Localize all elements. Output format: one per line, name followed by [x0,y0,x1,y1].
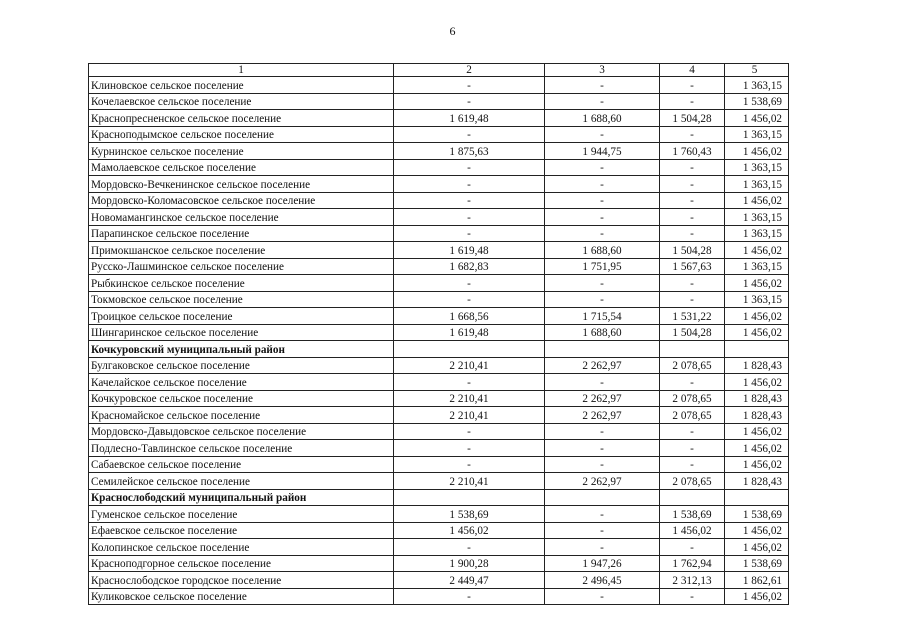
value-cell-col5: 1 538,69 [725,555,789,572]
value-cell-col3: - [545,539,660,556]
value-cell-col5: 1 363,15 [725,291,789,308]
value-cell-col4: 1 504,28 [660,242,725,259]
table-row [89,126,789,143]
value-cell-col5: 1 363,15 [725,176,789,193]
table-row [89,357,789,374]
district-name-cell: Кочкуровский муниципальный район [89,341,394,358]
value-cell-col2: - [394,291,545,308]
settlement-name-cell: Новомамангинское сельское поселение [89,209,394,226]
table-row [89,506,789,523]
settlement-name-cell: Ефаевское сельское поселение [89,522,394,539]
value-cell-col2 [394,341,545,358]
value-cell-col2: 2 210,41 [394,357,545,374]
column-header: 3 [545,64,660,77]
value-cell-col3: 2 496,45 [545,572,660,589]
value-cell-col4: 2 078,65 [660,473,725,490]
settlement-name-cell: Куликовское сельское поселение [89,588,394,605]
value-cell-col4: - [660,374,725,391]
value-cell-col5: 1 828,43 [725,407,789,424]
settlement-name-cell: Краснослободское городское поселение [89,572,394,589]
district-heading-row [89,489,789,506]
value-cell-col4: 2 078,65 [660,390,725,407]
value-cell-col3: - [545,440,660,457]
value-cell-col4: - [660,440,725,457]
settlement-name-cell: Клиновское сельское поселение [89,77,394,94]
table-row [89,456,789,473]
settlement-name-cell: Мордовско-Давыдовское сельское поселение [89,423,394,440]
value-cell-col2: 1 668,56 [394,308,545,325]
value-cell-col3: 1 947,26 [545,555,660,572]
table-row [89,275,789,292]
value-cell-col5: 1 456,02 [725,588,789,605]
value-cell-col2: - [394,176,545,193]
value-cell-col2: 1 900,28 [394,555,545,572]
value-cell-col4: - [660,159,725,176]
value-cell-col3: - [545,126,660,143]
value-cell-col4: 2 078,65 [660,407,725,424]
table-row [89,176,789,193]
value-cell-col3: 1 688,60 [545,110,660,127]
value-cell-col5: 1 828,43 [725,357,789,374]
settlement-name-cell: Качелайское сельское поселение [89,374,394,391]
settlement-name-cell: Сабаевское сельское поселение [89,456,394,473]
value-cell-col2: 2 210,41 [394,473,545,490]
value-cell-col3: - [545,522,660,539]
value-cell-col5: 1 363,15 [725,258,789,275]
value-cell-col5: 1 828,43 [725,473,789,490]
value-cell-col4: 1 531,22 [660,308,725,325]
value-cell-col2: 1 875,63 [394,143,545,160]
value-cell-col3: - [545,159,660,176]
value-cell-col5: 1 363,15 [725,209,789,226]
value-cell-col3: 2 262,97 [545,407,660,424]
table-row [89,308,789,325]
value-cell-col5: 1 363,15 [725,225,789,242]
value-cell-col4 [660,341,725,358]
value-cell-col5: 1 456,02 [725,522,789,539]
value-cell-col4: - [660,93,725,110]
value-cell-col3: - [545,176,660,193]
value-cell-col4: - [660,588,725,605]
settlement-name-cell: Колопинское сельское поселение [89,539,394,556]
column-header: 2 [394,64,545,77]
value-cell-col4: 1 504,28 [660,110,725,127]
value-cell-col2: - [394,423,545,440]
table-row [89,143,789,160]
value-cell-col3 [545,489,660,506]
table-row [89,110,789,127]
value-cell-col2: 1 619,48 [394,242,545,259]
value-cell-col3: 1 751,95 [545,258,660,275]
value-cell-col5: 1 456,02 [725,275,789,292]
value-cell-col5: 1 456,02 [725,456,789,473]
table-row [89,324,789,341]
table-row [89,407,789,424]
settlement-name-cell: Парапинское сельское поселение [89,225,394,242]
value-cell-col2: - [394,159,545,176]
value-cell-col5: 1 456,02 [725,242,789,259]
table-row [89,555,789,572]
value-cell-col5: 1 363,15 [725,126,789,143]
settlement-name-cell: Мамолаевское сельское поселение [89,159,394,176]
value-cell-col2: 1 456,02 [394,522,545,539]
value-cell-col4: - [660,291,725,308]
value-cell-col3: - [545,291,660,308]
value-cell-col2: - [394,209,545,226]
value-cell-col3: - [545,588,660,605]
value-cell-col5: 1 862,61 [725,572,789,589]
value-cell-col5: 1 456,02 [725,423,789,440]
value-cell-col3: 1 688,60 [545,324,660,341]
value-cell-col2: - [394,588,545,605]
value-cell-col2: 2 210,41 [394,407,545,424]
value-cell-col5: 1 456,02 [725,143,789,160]
value-cell-col3: - [545,374,660,391]
table-row [89,291,789,308]
value-cell-col5: 1 456,02 [725,539,789,556]
settlement-name-cell: Подлесно-Тавлинское сельское поселение [89,440,394,457]
value-cell-col2: - [394,456,545,473]
value-cell-col4: 1 762,94 [660,555,725,572]
value-cell-col2: - [394,374,545,391]
table-row [89,374,789,391]
settlement-name-cell: Токмовское сельское поселение [89,291,394,308]
value-cell-col3: - [545,423,660,440]
page-number: 6 [449,24,456,38]
table-row [89,258,789,275]
value-cell-col2: 2 210,41 [394,390,545,407]
value-cell-col3: - [545,225,660,242]
table-row [89,225,789,242]
value-cell-col4: - [660,423,725,440]
table-row [89,192,789,209]
value-cell-col2: 1 619,48 [394,110,545,127]
table-row [89,209,789,226]
value-cell-col3: 1 715,54 [545,308,660,325]
value-cell-col5: 1 456,02 [725,324,789,341]
value-cell-col2: - [394,440,545,457]
value-cell-col5 [725,489,789,506]
settlement-name-cell: Красноподымское сельское поселение [89,126,394,143]
value-cell-col2: - [394,225,545,242]
value-cell-col2: - [394,192,545,209]
settlement-name-cell: Булгаковское сельское поселение [89,357,394,374]
value-cell-col3: - [545,275,660,292]
settlement-name-cell: Кочкуровское сельское поселение [89,390,394,407]
settlement-name-cell: Семилейское сельское поселение [89,473,394,490]
value-cell-col2: - [394,275,545,292]
value-cell-col5: 1 456,02 [725,440,789,457]
value-cell-col2: - [394,539,545,556]
value-cell-col5: 1 363,15 [725,77,789,94]
value-cell-col4: - [660,77,725,94]
value-cell-col3: 2 262,97 [545,473,660,490]
value-cell-col4: - [660,275,725,292]
settlement-name-cell: Русско-Лашминское сельское поселение [89,258,394,275]
value-cell-col2: 2 449,47 [394,572,545,589]
settlement-name-cell: Шингаринское сельское поселение [89,324,394,341]
value-cell-col5: 1 456,02 [725,192,789,209]
value-cell-col5: 1 538,69 [725,93,789,110]
value-cell-col5: 1 456,02 [725,110,789,127]
settlement-name-cell: Курнинское сельское поселение [89,143,394,160]
table-row [89,93,789,110]
value-cell-col2: 1 538,69 [394,506,545,523]
column-header: 4 [660,64,725,77]
value-cell-col5: 1 363,15 [725,159,789,176]
settlement-name-cell: Гуменское сельское поселение [89,506,394,523]
tariff-table [88,63,789,605]
column-header: 5 [725,64,789,77]
table-row [89,539,789,556]
settlement-name-cell: Мордовско-Коломасовское сельское поселение [89,192,394,209]
value-cell-col3: - [545,192,660,209]
value-cell-col2: - [394,126,545,143]
value-cell-col3: 2 262,97 [545,390,660,407]
table-row [89,473,789,490]
value-cell-col4: 1 567,63 [660,258,725,275]
settlement-name-cell: Кочелаевское сельское поселение [89,93,394,110]
value-cell-col4: - [660,225,725,242]
value-cell-col4: 1 456,02 [660,522,725,539]
value-cell-col2: 1 619,48 [394,324,545,341]
column-header: 1 [89,64,394,77]
value-cell-col4: 1 760,43 [660,143,725,160]
value-cell-col4: - [660,126,725,143]
value-cell-col2: - [394,77,545,94]
table-row [89,572,789,589]
value-cell-col3 [545,341,660,358]
table-row [89,77,789,94]
value-cell-col5 [725,341,789,358]
value-cell-col3: - [545,77,660,94]
settlement-name-cell: Красноподгорное сельское поселение [89,555,394,572]
table-row [89,440,789,457]
settlement-name-cell: Примокшанское сельское поселение [89,242,394,259]
settlement-name-cell: Краснопресненское сельское поселение [89,110,394,127]
value-cell-col4: - [660,209,725,226]
table-row [89,159,789,176]
district-name-cell: Краснослободский муниципальный район [89,489,394,506]
value-cell-col3: - [545,506,660,523]
table-row [89,242,789,259]
value-cell-col2 [394,489,545,506]
value-cell-col4: - [660,176,725,193]
value-cell-col4: - [660,192,725,209]
table-header-row [89,64,789,77]
table-row [89,522,789,539]
district-heading-row [89,341,789,358]
table-row [89,423,789,440]
value-cell-col5: 1 456,02 [725,374,789,391]
value-cell-col3: - [545,209,660,226]
value-cell-col4: 2 312,13 [660,572,725,589]
value-cell-col3: 1 688,60 [545,242,660,259]
value-cell-col2: - [394,93,545,110]
settlement-name-cell: Красномайское сельское поселение [89,407,394,424]
value-cell-col3: - [545,93,660,110]
value-cell-col5: 1 456,02 [725,308,789,325]
value-cell-col4: - [660,456,725,473]
table-row [89,588,789,605]
table-row [89,390,789,407]
value-cell-col4: 2 078,65 [660,357,725,374]
settlement-name-cell: Троицкое сельское поселение [89,308,394,325]
value-cell-col3: 1 944,75 [545,143,660,160]
settlement-name-cell: Рыбкинское сельское поселение [89,275,394,292]
value-cell-col4: 1 538,69 [660,506,725,523]
value-cell-col4: 1 504,28 [660,324,725,341]
settlement-name-cell: Мордовско-Вечкенинское сельское поселение [89,176,394,193]
value-cell-col5: 1 538,69 [725,506,789,523]
value-cell-col3: - [545,456,660,473]
value-cell-col3: 2 262,97 [545,357,660,374]
value-cell-col2: 1 682,83 [394,258,545,275]
value-cell-col4 [660,489,725,506]
value-cell-col5: 1 828,43 [725,390,789,407]
value-cell-col4: - [660,539,725,556]
